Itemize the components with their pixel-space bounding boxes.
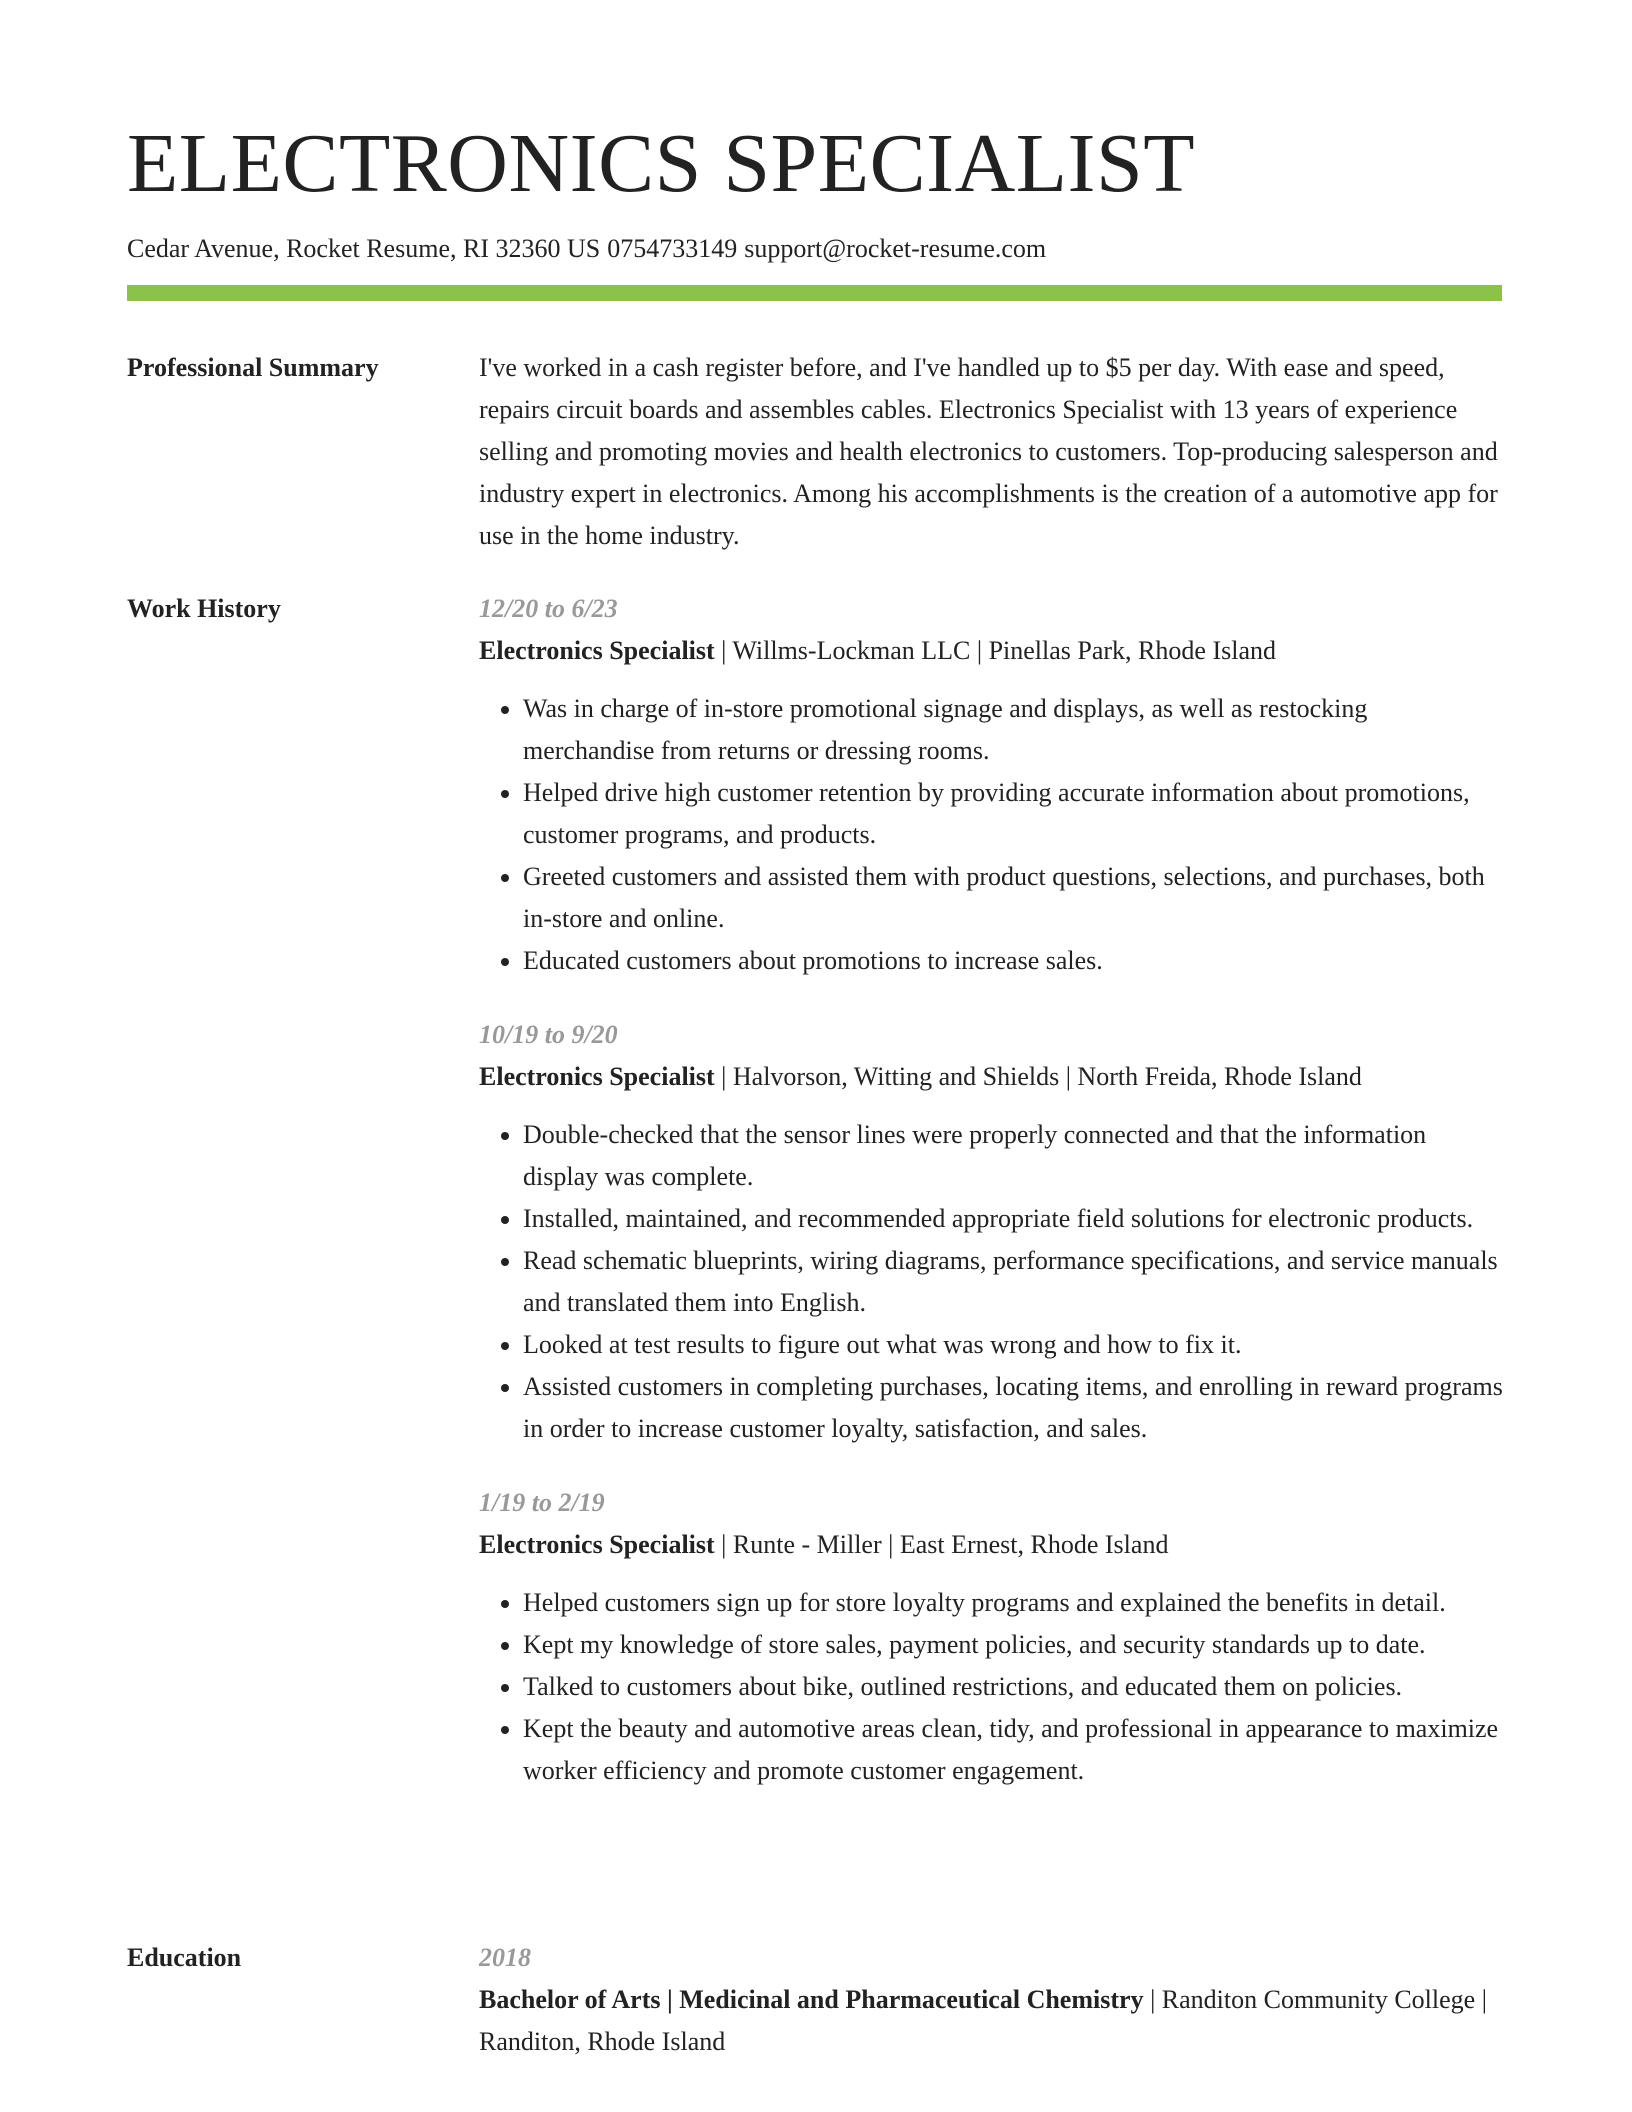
job-bullet: • Greeted customers and assisted them with product questions, selections, and purchases, both in-store and online. [523, 856, 1504, 940]
job-bullet: • Was in charge of in-store promotional signage and displays, as well as restocking merchandise from returns or dressing rooms. [523, 688, 1504, 772]
job-line [479, 1056, 1504, 1098]
education-body [479, 1937, 1504, 2063]
resume-name-heading: ELECTRONICS SPECIALIST [127, 117, 1196, 210]
contact-email[interactable]: support@rocket-resume.com [744, 234, 1047, 263]
job-dates: 1/19 to 2/19 [479, 1488, 605, 1517]
job-title: Electronics Specialist [479, 1062, 715, 1091]
job-bullet: • Double-checked that the sensor lines were properly connected and that the information display was complete. [523, 1114, 1504, 1198]
job-bullets [479, 1114, 1504, 1450]
work-history-label: Work History [127, 594, 281, 623]
contact-line [127, 232, 1053, 266]
education-year: 2018 [479, 1943, 531, 1972]
job-dates: 10/19 to 9/20 [479, 1020, 618, 1049]
summary-body [479, 347, 1504, 557]
job-details: | Halvorson, Witting and Shields | North Freida, Rhode Island [714, 1062, 1362, 1091]
job-line [479, 630, 1504, 672]
job-bullet: • Talked to customers about bike, outlined restrictions, and educated them on policies. [523, 1666, 1504, 1708]
education-label: Education [127, 1943, 242, 1972]
education-school: | Randiton Community College | Randiton, Rhode Island [479, 1985, 1487, 2056]
summary-text: I've worked in a cash register before, and I've handled up to $5 per day. With ease and speed, repairs circuit boards and assembles cables. Electronics Specialist with 13 years of experience selling and promoting movies and health electronics to customers. Top-producing salesperson and industry expert in electronics. Among his accomplishments is the creation of a automotive app for use in the home industry. [479, 353, 1498, 550]
contact-address: Cedar Avenue, Rocket Resume, RI 32360 US [127, 234, 601, 263]
job-entry [479, 588, 1504, 982]
education-line [479, 1979, 1504, 2063]
job-line [479, 1524, 1504, 1566]
job-bullet: • Helped customers sign up for store loyalty programs and explained the benefits in detail. [523, 1582, 1504, 1624]
work-history-body [479, 588, 1504, 1824]
job-title: Electronics Specialist [479, 636, 715, 665]
job-bullet: • Kept my knowledge of store sales, payment policies, and security standards up to date. [523, 1624, 1504, 1666]
job-details: | Runte - Miller | East Ernest, Rhode Island [714, 1530, 1169, 1559]
job-bullet: • Read schematic blueprints, wiring diagrams, performance specifications, and service manuals and translated them into English. [523, 1240, 1504, 1324]
job-bullet: • Assisted customers in completing purchases, locating items, and enrolling in reward programs in order to increase customer loyalty, satisfaction, and sales. [523, 1366, 1504, 1450]
job-entry [479, 1482, 1504, 1792]
summary-label: Professional Summary [127, 353, 379, 382]
job-bullet: • Helped drive high customer retention by providing accurate information about promotions, customer programs, and products. [523, 772, 1504, 856]
job-details: | Willms-Lockman LLC | Pinellas Park, Rhode Island [714, 636, 1276, 665]
job-bullet: • Kept the beauty and automotive areas clean, tidy, and professional in appearance to maximize worker efficiency and promote customer engagement. [523, 1708, 1504, 1792]
job-bullet: • Installed, maintained, and recommended appropriate field solutions for electronic products. [523, 1198, 1504, 1240]
education-degree: Bachelor of Arts | Medicinal and Pharmaceutical Chemistry [479, 1985, 1144, 2014]
job-entry [479, 1014, 1504, 1450]
job-bullet: • Looked at test results to figure out what was wrong and how to fix it. [523, 1324, 1504, 1366]
header-accent-rule [127, 285, 1502, 301]
job-title: Electronics Specialist [479, 1530, 715, 1559]
job-bullet: • Educated customers about promotions to increase sales. [523, 940, 1504, 982]
job-bullets [479, 688, 1504, 982]
job-dates: 12/20 to 6/23 [479, 594, 618, 623]
job-bullets [479, 1582, 1504, 1792]
contact-phone: 0754733149 [607, 234, 738, 263]
